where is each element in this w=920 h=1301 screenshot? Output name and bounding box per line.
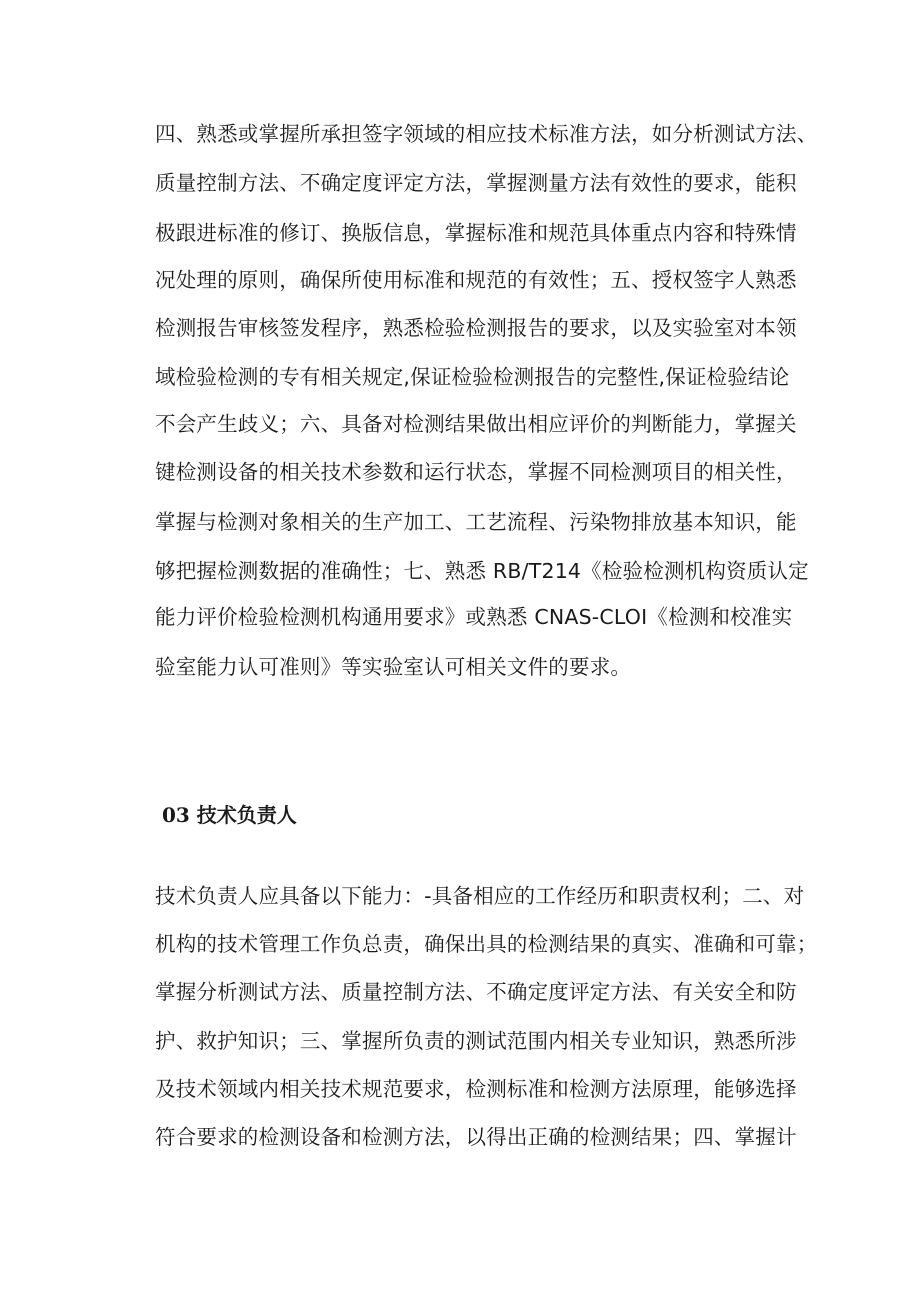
paragraph-line: 况处理的原则，确保所使用标准和规范的有效性；五、授权签字人熟悉 [155, 268, 797, 292]
paragraph-line: 掌握分析测试方法、质量控制方法、不确定度评定方法、有关安全和防 [155, 980, 797, 1004]
paragraph-line: 掌握与检测对象相关的生产加工、工艺流程、污染物排放基本知识，能 [155, 510, 797, 534]
paragraph-line: 技术负责人应具备以下能力：-具备相应的工作经历和职责权利；二、对 [155, 884, 805, 908]
paragraph-line: 域检验检测的专有相关规定,保证检验检测报告的完整性,保证检验结论 [155, 365, 790, 389]
paragraph-line: 键检测设备的相关技术参数和运行状态，掌握不同检测项目的相关性， [155, 460, 797, 484]
paragraph-line: 检测报告审核签发程序，熟悉检验检测报告的要求，以及实验室对本领 [155, 316, 797, 340]
paragraph-line: 及技术领域内相关技术规范要求，检测标准和检测方法原理，能够选择 [155, 1077, 797, 1101]
paragraph-line: 极跟进标准的修订、换版信息，掌握标准和规范具体重点内容和特殊情 [155, 221, 797, 245]
paragraph-line: 不会产生歧义；六、具备对检测结果做出相应评价的判断能力，掌握关 [155, 412, 797, 436]
paragraph-line: 机构的技术管理工作负总责，确保出具的检测结果的真实、准确和可靠； [155, 932, 818, 956]
paragraph-line: 够把握检测数据的准确性；七、熟悉 RB/T214《检验检测机构资质认定 [155, 559, 809, 583]
paragraph-line: 能力评价检验检测机构通用要求》或熟悉 CNAS-CLOI《检测和校准实 [155, 605, 793, 629]
paragraph-line: 护、救护知识；三、掌握所负责的测试范围内相关专业知识，熟悉所涉 [155, 1029, 797, 1053]
paragraph-line: 符合要求的检测设备和检测方法，以得出正确的检测结果；四、掌握计 [155, 1125, 797, 1149]
paragraph-line: 验室能力认可准则》等实验室认可相关文件的要求。 [155, 655, 632, 679]
section-heading: 03 技术负责人 [162, 803, 297, 827]
paragraph-line: 四、熟悉或掌握所承担签字领域的相应技术标准方法，如分析测试方法、 [155, 122, 818, 146]
paragraph-line: 质量控制方法、不确定度评定方法，掌握测量方法有效性的要求，能积 [155, 171, 797, 195]
